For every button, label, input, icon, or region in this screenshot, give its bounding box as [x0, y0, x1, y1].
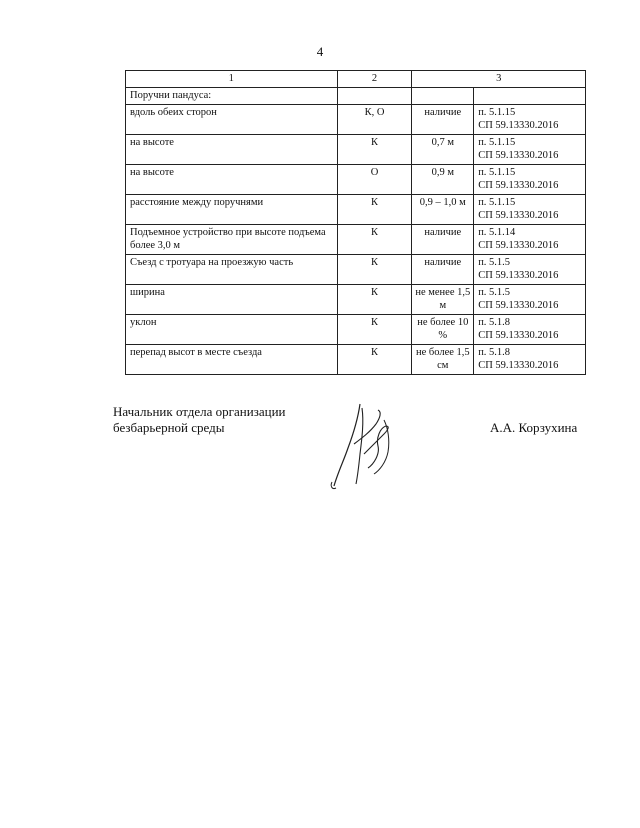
handwritten-signature — [318, 398, 408, 494]
value-cell: наличие — [412, 225, 474, 255]
value-cell: 0,7 м — [412, 135, 474, 165]
category-cell: К — [337, 255, 412, 285]
category-cell: К — [337, 225, 412, 255]
reference-cell: п. 5.1.15 СП 59.13330.2016 — [474, 105, 586, 135]
param-cell: перепад высот в месте съезда — [126, 345, 338, 375]
value-cell: не более 10 % — [412, 315, 474, 345]
section-row — [126, 88, 586, 105]
reference-cell: п. 5.1.8 СП 59.13330.2016 — [474, 315, 586, 345]
category-cell: К — [337, 195, 412, 225]
value-cell: 0,9 м — [412, 165, 474, 195]
table-row — [126, 165, 586, 195]
signer-title-line-1: Начальник отдела организации — [113, 404, 286, 419]
value-cell: наличие — [412, 255, 474, 285]
reference-cell: п. 5.1.5 СП 59.13330.2016 — [474, 255, 586, 285]
page-number: 4 — [316, 44, 324, 59]
category-cell: К — [337, 135, 412, 165]
signer-title — [113, 404, 285, 436]
param-cell: Съезд с тротуара на проезжую часть — [126, 255, 338, 285]
value-cell: 0,9 – 1,0 м — [412, 195, 474, 225]
category-cell: К, О — [337, 105, 412, 135]
table-row — [126, 285, 586, 315]
signer-name: А.А. Корзухина — [490, 420, 578, 435]
reference-cell: п. 5.1.8 СП 59.13330.2016 — [474, 345, 586, 375]
header-col-3: 3 — [412, 71, 586, 88]
category-cell: О — [337, 165, 412, 195]
value-cell: не более 1,5 см — [412, 345, 474, 375]
table-header-row — [126, 71, 586, 88]
reference-cell: п. 5.1.15 СП 59.13330.2016 — [474, 195, 586, 225]
table-row — [126, 345, 586, 375]
value-cell: наличие — [412, 105, 474, 135]
table-row — [126, 135, 586, 165]
reference-cell: п. 5.1.14 СП 59.13330.2016 — [474, 225, 586, 255]
table-row — [126, 315, 586, 345]
category-cell: К — [337, 285, 412, 315]
param-cell: на высоте — [126, 135, 338, 165]
value-cell: не менее 1,5 м — [412, 285, 474, 315]
table-row — [126, 255, 586, 285]
reference-cell: п. 5.1.15 СП 59.13330.2016 — [474, 165, 586, 195]
reference-cell: п. 5.1.5 СП 59.13330.2016 — [474, 285, 586, 315]
param-cell: на высоте — [126, 165, 338, 195]
header-col-2: 2 — [337, 71, 412, 88]
param-cell: уклон — [126, 315, 338, 345]
category-cell: К — [337, 315, 412, 345]
section-title: Поручни пандуса: — [126, 88, 338, 105]
category-cell: К — [337, 345, 412, 375]
requirements-table — [125, 70, 586, 375]
reference-cell: п. 5.1.15 СП 59.13330.2016 — [474, 135, 586, 165]
param-cell: ширина — [126, 285, 338, 315]
table-row — [126, 225, 586, 255]
table-row — [126, 105, 586, 135]
param-cell: расстояние между поручнями — [126, 195, 338, 225]
table-row — [126, 195, 586, 225]
param-cell: Подъемное устройство при высоте подъема более 3,0 м — [126, 225, 338, 255]
param-cell: вдоль обеих сторон — [126, 105, 338, 135]
header-col-1: 1 — [126, 71, 338, 88]
signer-title-line-2: безбарьерной среды — [113, 420, 225, 435]
